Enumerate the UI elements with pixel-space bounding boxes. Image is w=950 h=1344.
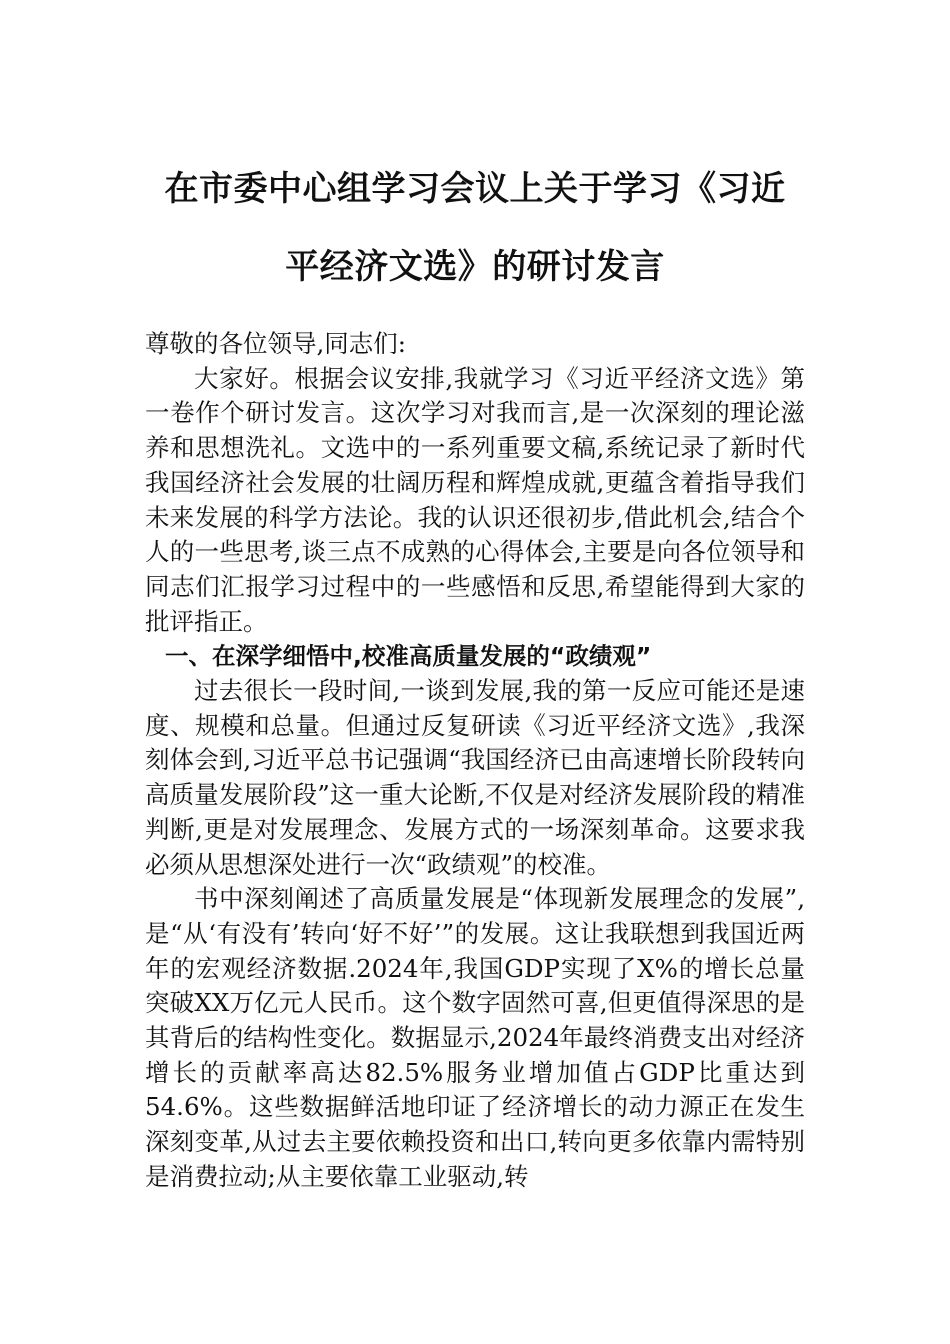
document-body	[145, 327, 805, 1195]
section-1-paragraph-2: 书中深刻阐述了高质量发展是“体现新发展理念的发展”,是“从‘有没有’转向‘好不好’”的发展。这让我联想到我国近两年的宏观经济数据.2024年,我国GDP实现了X%的增长总量突破XX万亿元人民币。这个数字固然可喜,但更值得深思的是其背后的结构性变化。数据显示,2024年最终消费支出对经济增长的贡献率高达82.5%服务业增加值占GDP比重达到54.6%。这些数据鲜活地印证了经济增长的动力源正在发生深刻变革,从过去主要依赖投资和出口,转向更多依靠内需特别是消费拉动;从主要依靠工业驱动,转	[145, 884, 805, 1191]
title-line-1: 在市委中心组学习会议上关于学习《习近	[164, 169, 786, 209]
section-1-paragraph-1: 过去很长一段时间,一谈到发展,我的第一反应可能还是速度、规模和总量。但通过反复研读《习近平经济文选》,我深刻体会到,习近平总书记强调“我国经济已由高速增长阶段转向高质量发展阶段”这一重大论断,不仅是对经济发展阶段的精准判断,更是对发展理念、发展方式的一场深刻革命。这要求我必须从思想深处进行一次“政绩观”的校准。	[145, 676, 805, 879]
title-line-2: 平经济文选》的研讨发言	[285, 247, 665, 287]
salutation: 尊敬的各位领导,同志们:	[145, 329, 407, 358]
section-1-heading: 一、在深学细悟中,校准高质量发展的“政绩观”	[164, 642, 652, 671]
document-title	[145, 150, 805, 306]
intro-paragraph: 大家好。根据会议安排,我就学习《习近平经济文选》第一卷作个研讨发言。这次学习对我而言,是一次深刻的理论滋养和思想洗礼。文选中的一系列重要文稿,系统记录了新时代我国经济社会发展的壮阔历程和辉煌成就,更蕴含着指导我们未来发展的科学方法论。我的认识还很初步,借此机会,结合个人的一些思考,谈三点不成熟的心得体会,主要是向各位领导和同志们汇报学习过程中的一些感悟和反思,希望能得到大家的批评指正。	[145, 363, 805, 636]
